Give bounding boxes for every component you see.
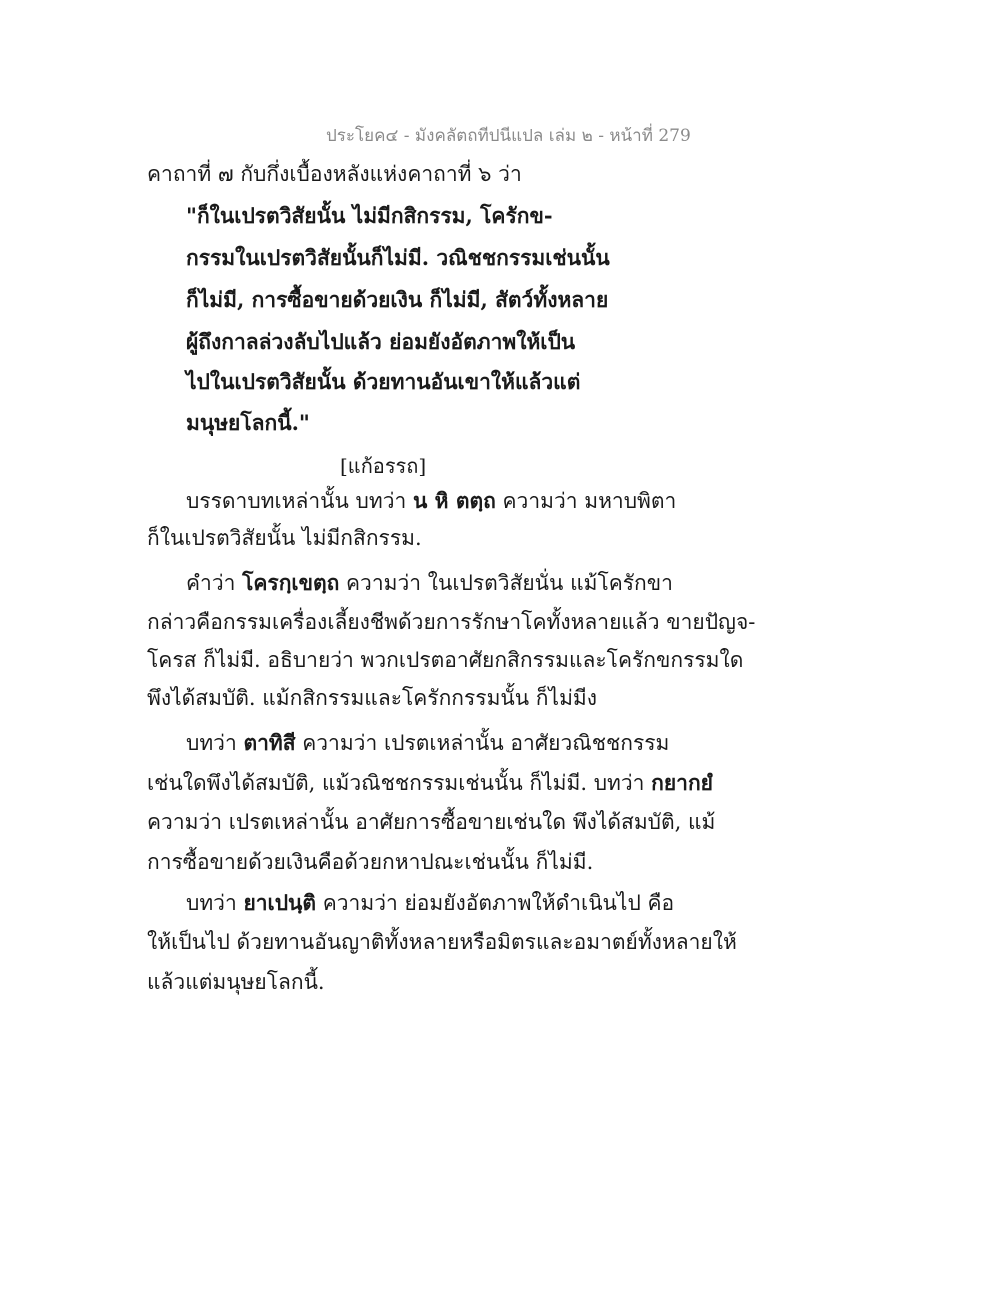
text-span: คำว่า <box>186 571 243 595</box>
verse-line: "ก็ในเปรตวิสัยนั้น ไม่มีกสิกรรม, โครักข- <box>186 203 553 228</box>
text-span: บทว่า <box>186 891 244 915</box>
section-title: [แก้อรรถ] <box>340 454 427 478</box>
text-span: ความว่า ย่อมยังอัตภาพให้ดำเนินไป คือ <box>316 891 675 915</box>
paragraph-line: ให้เป็นไป ด้วยทานอันญาติทั้งหลายหรือมิตรและอมาตย์ทั้งหลายให้ <box>147 930 737 954</box>
paragraph-line: แล้วแต่มนุษยโลกนี้. <box>147 970 325 994</box>
paragraph-line: โครส ก็ไม่มี. อธิบายว่า พวกเปรตอาศัยกสิกรรมและโครักขกรรมใด <box>147 648 744 672</box>
paragraph-line: การซื้อขายด้วยเงินคือด้วยกหาปณะเช่นนั้น ก็ไม่มี. <box>147 850 594 874</box>
text-span: ความว่า ในเปรตวิสัยนั่น แม้โครักขา <box>339 571 673 595</box>
verse-line: ผู้ถึงกาลล่วงลับไปแล้ว ย่อมยังอัตภาพให้เป็น <box>186 329 576 354</box>
paragraph-line <box>147 772 713 794</box>
paragraph-line <box>186 732 669 754</box>
text-span: บทว่า <box>186 731 244 755</box>
paragraph-line: พึงได้สมบัติ. แม้กสิกรรมและโครักกรรมนั้น ก็ไม่มีง <box>147 686 598 710</box>
verse-line: ก็ไม่มี, การซื้อขายด้วยเงิน ก็ไม่มี, สัตว์ทั้งหลาย <box>186 287 609 312</box>
paragraph-line <box>186 572 673 594</box>
paragraph-line: ก็ในเปรตวิสัยนั้น ไม่มีกสิกรรม. <box>147 526 422 550</box>
bold-term: ยาเปนฺติ <box>243 890 317 915</box>
text-span: ความว่า เปรตเหล่านั้น อาศัยวณิชชกรรม <box>295 731 670 755</box>
bold-term: น หิ ตตฺถ <box>413 488 496 513</box>
paragraph-line: กล่าวคือกรรมเครื่องเลี้ยงชีพด้วยการรักษาโคทั้งหลายแล้ว ขายปัญจ- <box>147 610 756 634</box>
text-span: เช่นใดพึงได้สมบัติ, แม้วณิชชกรรมเช่นนั้น ก็ไม่มี. บทว่า <box>147 771 652 795</box>
bold-term: โครกฺเขตฺถ <box>242 570 340 595</box>
text-span: บรรดาบทเหล่านั้น บทว่า <box>186 489 413 513</box>
intro-line: คาถาที่ ๗ กับกึ่งเบื้องหลังแห่งคาถาที่ ๖ ว่า <box>147 162 522 186</box>
paragraph-line: ความว่า เปรตเหล่านั้น อาศัยการซื้อขายเช่นใด พึงได้สมบัติ, แม้ <box>147 810 716 834</box>
text-span: ความว่า มหาบพิตา <box>495 489 677 513</box>
verse-line: มนุษยโลกนี้." <box>186 410 310 435</box>
paragraph-line <box>186 490 676 512</box>
paragraph-line <box>186 892 674 914</box>
bold-term: ตาทิสี <box>243 730 296 755</box>
verse-line: ไปในเปรตวิสัยนั้น ด้วยทานอันเขาให้แล้วแต่ <box>186 369 581 394</box>
page-header: ประโยค๔ - มังคลัตถทีปนีแปล เล่ม ๒ - หน้าที่ 279 <box>326 126 691 146</box>
bold-term: กยากยํ <box>651 770 713 795</box>
verse-line: กรรมในเปรตวิสัยนั้นก็ไม่มี. วณิชชกรรมเช่นนั้น <box>186 245 610 270</box>
